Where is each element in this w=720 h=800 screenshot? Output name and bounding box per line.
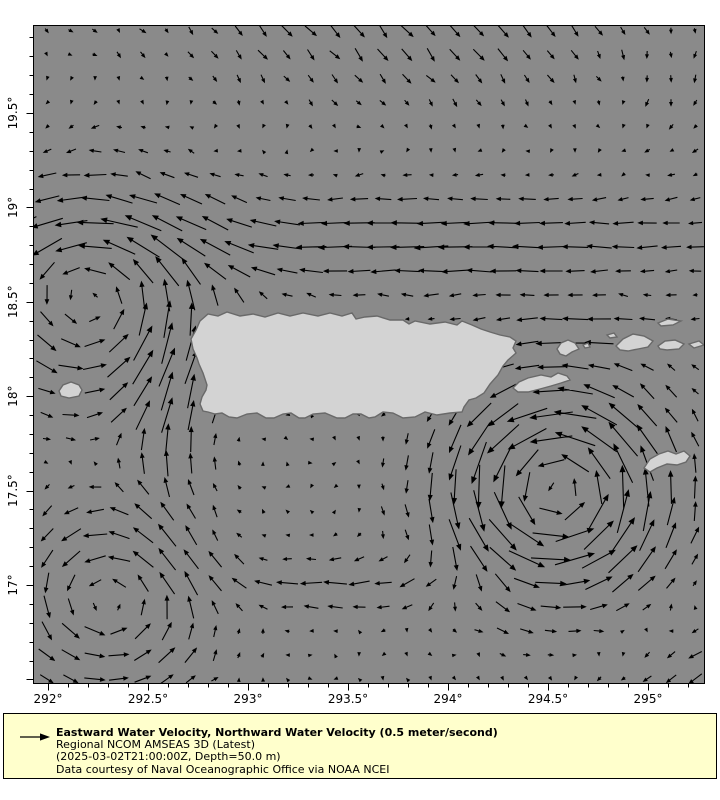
legend-time-depth: (2025-03-02T21:00:00Z, Depth=50.0 m)	[56, 750, 281, 764]
x-tick-label: 293°	[233, 692, 263, 706]
x-tick-label: 294°	[433, 692, 463, 706]
island-puerto-rico	[191, 312, 516, 418]
legend-dataset: Regional NCOM AMSEAS 3D (Latest)	[56, 738, 255, 752]
x-tick-label: 293.5°	[327, 692, 369, 706]
x-tick-label: 292°	[33, 692, 63, 706]
x-tick-label: 295°	[633, 692, 663, 706]
reference-vector-arrow-icon	[18, 731, 52, 743]
y-tick-label: 19°	[6, 196, 20, 219]
y-tick-label: 19.5°	[6, 96, 20, 130]
legend-credit: Data courtesy of Naval Oceanographic Office via NOAA NCEI	[56, 762, 390, 776]
y-tick-label: 18°	[6, 385, 20, 407]
x-tick-label: 292.5°	[127, 692, 169, 706]
y-tick-label: 18.5°	[6, 285, 20, 319]
x-tick-label: 294.5°	[527, 692, 569, 706]
y-tick-label: 17°	[6, 574, 20, 596]
legend-box	[3, 713, 717, 779]
y-tick-label: 17.5°	[6, 474, 20, 507]
legend-text-block	[56, 727, 498, 776]
legend-title: Eastward Water Velocity, Northward Water Velocity (0.5 meter/second)	[56, 726, 498, 739]
